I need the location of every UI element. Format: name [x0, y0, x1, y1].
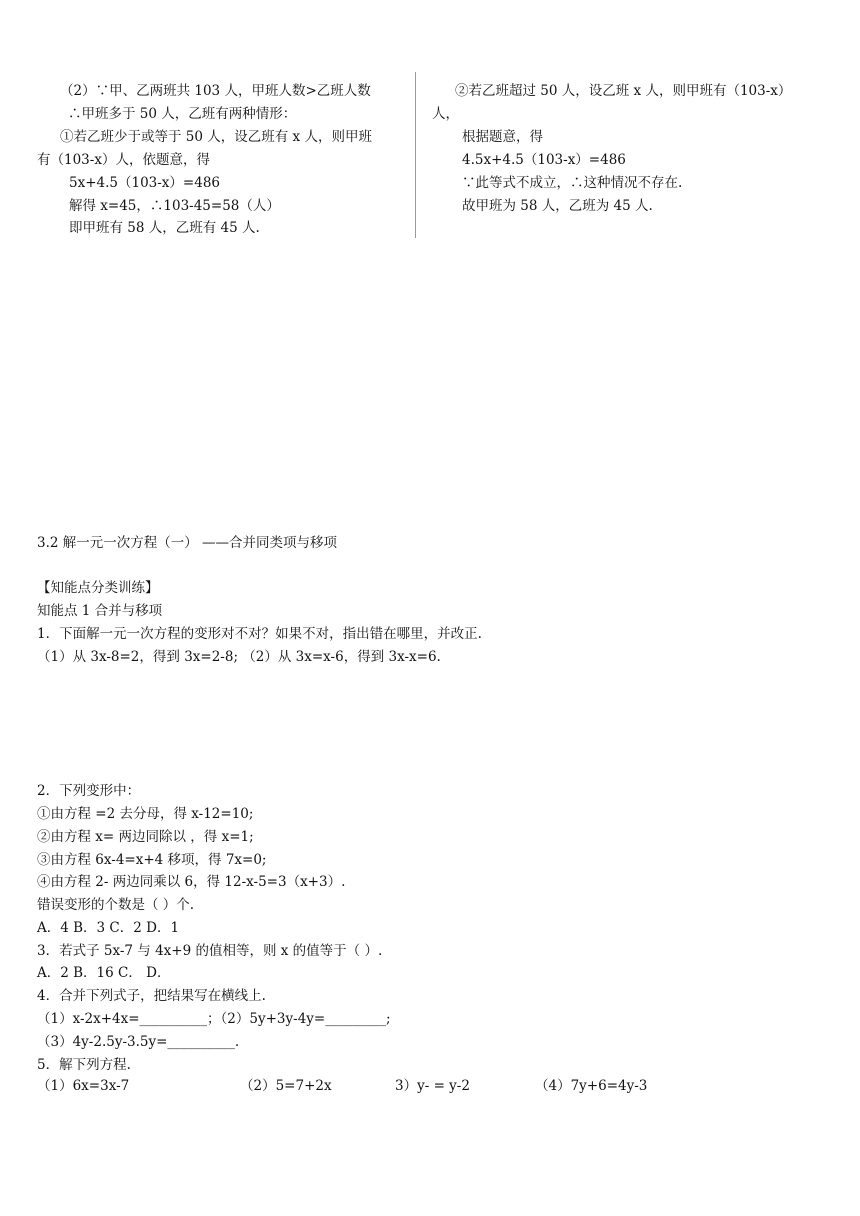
question-1-parts: （1）从 3x-8=2，得到 3x=2-8; （2）从 3x=x-6，得到 3x-x=6.	[37, 649, 441, 665]
training-heading: 【知能点分类训练】	[37, 580, 159, 596]
question-1-prompt: 1．下面解一元一次方程的变形对不对？如果不对，指出错在哪里，并改正.	[37, 626, 482, 642]
question-5-part-2: （2）5=7+2x	[240, 1078, 332, 1094]
question-2-question: 错误变形的个数是（ ）个.	[37, 897, 195, 913]
question-2-item-4: ④由方程 2- 两边同乘以 6，得 12-x-5=3（x+3）.	[37, 874, 346, 890]
question-3-prompt: 3．若式子 5x-7 与 4x+9 的值相等，则 x 的值等于（ ）.	[37, 943, 383, 959]
question-5-part-1: （1）6x=3x-7	[37, 1078, 130, 1094]
question-4-prompt: 4．合并下列式子，把结果写在横线上.	[37, 988, 266, 1004]
solution-right-line-5: ∵此等式不成立，∴这种情况不存在.	[462, 175, 683, 191]
question-2-options: A．4 B．3 C．2 D．1	[37, 920, 180, 936]
question-5-part-4: （4）7y+6=4y-3	[535, 1078, 648, 1094]
solution-left-line-1: （2）∵甲、乙两班共 103 人，甲班人数>乙班人数	[60, 83, 371, 99]
solution-left-line-2: ∴甲班多于 50 人，乙班有两种情形：	[68, 106, 297, 122]
question-5-prompt: 5．解下列方程.	[37, 1057, 131, 1073]
question-2-item-2: ②由方程 x= 两边同除以 ，得 x=1;	[37, 829, 254, 845]
solution-left-line-4: 有（103-x）人，依题意，得	[37, 152, 210, 168]
section-title: 3.2 解一元一次方程（一） ——合并同类项与移项	[37, 535, 338, 551]
solution-left-line-3: ①若乙班少于或等于 50 人，设乙班有 x 人，则甲班	[60, 129, 372, 145]
question-4-line-2: （3）4y-2.5y-3.5y=__________.	[37, 1034, 240, 1050]
question-2-item-3: ③由方程 6x-4=x+4 移项，得 7x=0;	[37, 852, 267, 868]
solution-left-line-5: 5x+4.5（103-x）=486	[69, 175, 221, 191]
knowledge-point-heading: 知能点 1 合并与移项	[37, 603, 163, 619]
question-3-options: A．2 B．16 C． D．	[37, 965, 171, 981]
solution-right-line-2: 人，	[432, 106, 459, 122]
column-divider	[415, 72, 416, 238]
solution-right-line-6: 故甲班为 58 人，乙班为 45 人.	[462, 198, 653, 214]
solution-right-line-4: 4.5x+4.5（103-x）=486	[462, 152, 626, 168]
question-4-line-1: （1）x-2x+4x=__________；（2）5y+3y-4y=_________;	[37, 1011, 391, 1027]
question-5-part-3: 3）y- = y-2	[395, 1078, 470, 1094]
solution-left-line-7: 即甲班有 58 人，乙班有 45 人.	[69, 220, 260, 236]
question-2-item-1: ①由方程 =2 去分母，得 x-12=10;	[37, 806, 254, 822]
question-2-prompt: 2．下列变形中：	[37, 783, 141, 799]
solution-left-line-6: 解得 x=45，∴103-45=58（人）	[69, 198, 280, 214]
solution-right-line-3: 根据题意，得	[462, 129, 543, 145]
solution-right-line-1: ②若乙班超过 50 人，设乙班 x 人，则甲班有（103-x）	[455, 83, 792, 99]
